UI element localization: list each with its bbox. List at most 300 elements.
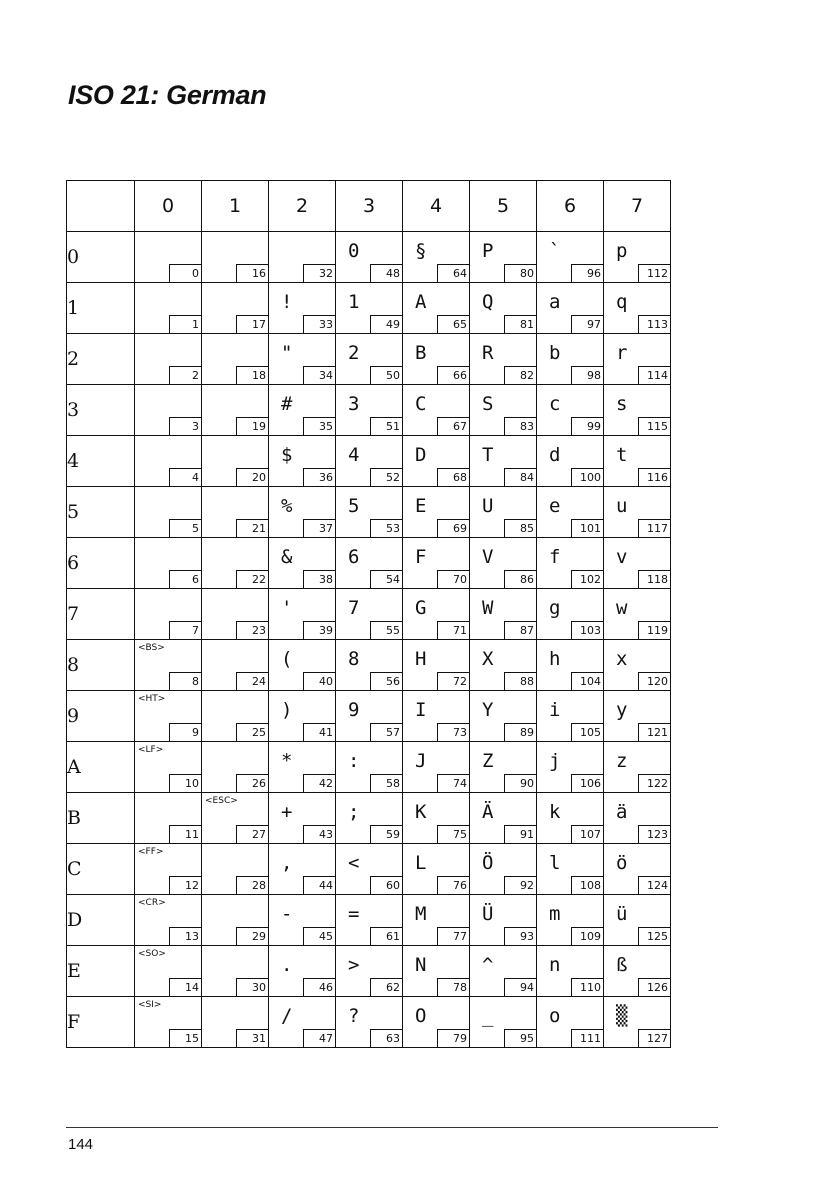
row-header: 4	[67, 436, 135, 487]
decimal-code: 30	[236, 978, 268, 996]
decimal-code: 4	[169, 468, 201, 486]
character-cell	[202, 589, 269, 640]
character-cell	[604, 691, 671, 742]
row-header: A	[67, 742, 135, 793]
character-cell	[604, 997, 671, 1048]
decimal-code: 48	[370, 264, 402, 282]
decimal-code: 54	[370, 570, 402, 588]
column-header: 3	[336, 181, 403, 232]
character-cell	[202, 385, 269, 436]
character-glyph: M	[415, 903, 427, 925]
character-cell	[336, 436, 403, 487]
decimal-code: 77	[437, 927, 469, 945]
character-cell	[135, 436, 202, 487]
character-cell	[336, 997, 403, 1048]
decimal-code: 42	[303, 774, 335, 792]
character-glyph: x	[616, 648, 628, 670]
character-glyph: U	[482, 495, 494, 517]
decimal-code: 52	[370, 468, 402, 486]
character-cell	[537, 334, 604, 385]
character-cell	[470, 232, 537, 283]
character-glyph: 7	[348, 597, 360, 619]
column-header: 7	[604, 181, 671, 232]
character-glyph: ß	[616, 954, 628, 976]
decimal-code: 7	[169, 621, 201, 639]
character-cell	[470, 385, 537, 436]
character-cell	[537, 691, 604, 742]
character-glyph: j	[549, 750, 561, 772]
decimal-code: 120	[638, 672, 670, 690]
character-glyph: W	[482, 597, 494, 619]
character-cell	[470, 436, 537, 487]
decimal-code: 94	[504, 978, 536, 996]
character-glyph: u	[616, 495, 628, 517]
decimal-code: 104	[571, 672, 603, 690]
character-glyph: r	[616, 342, 628, 364]
decimal-code: 112	[638, 264, 670, 282]
character-cell	[135, 997, 202, 1048]
table-row	[67, 691, 671, 742]
character-glyph: g	[549, 597, 561, 619]
row-header: 2	[67, 334, 135, 385]
character-glyph: I	[415, 699, 427, 721]
character-glyph: F	[415, 546, 427, 568]
decimal-code: 67	[437, 417, 469, 435]
decimal-code: 51	[370, 417, 402, 435]
column-header: 0	[135, 181, 202, 232]
character-cell	[269, 487, 336, 538]
character-cell	[537, 538, 604, 589]
decimal-code: 41	[303, 723, 335, 741]
character-cell	[269, 436, 336, 487]
character-glyph: Y	[482, 699, 494, 721]
character-glyph: b	[549, 342, 561, 364]
decimal-code: 69	[437, 519, 469, 537]
character-glyph: z	[616, 750, 628, 772]
character-glyph: e	[549, 495, 561, 517]
decimal-code: 39	[303, 621, 335, 639]
decimal-code: 56	[370, 672, 402, 690]
character-cell	[403, 742, 470, 793]
decimal-code: 9	[169, 723, 201, 741]
decimal-code: 73	[437, 723, 469, 741]
decimal-code: 118	[638, 570, 670, 588]
character-cell	[470, 538, 537, 589]
character-cell	[403, 691, 470, 742]
character-cell	[470, 334, 537, 385]
control-code-label: <SO>	[138, 949, 166, 959]
character-glyph: (	[281, 648, 293, 670]
decimal-code: 5	[169, 519, 201, 537]
decimal-code: 18	[236, 366, 268, 384]
character-cell	[269, 691, 336, 742]
character-glyph: &	[281, 546, 293, 568]
character-glyph: /	[281, 1005, 293, 1027]
row-header: B	[67, 793, 135, 844]
character-cell	[403, 589, 470, 640]
decimal-code: 74	[437, 774, 469, 792]
character-cell	[537, 385, 604, 436]
character-glyph: L	[415, 852, 427, 874]
decimal-code: 115	[638, 417, 670, 435]
decimal-code: 88	[504, 672, 536, 690]
decimal-code: 16	[236, 264, 268, 282]
character-cell	[336, 487, 403, 538]
decimal-code: 70	[437, 570, 469, 588]
character-cell	[537, 589, 604, 640]
character-cell	[135, 334, 202, 385]
character-cell	[403, 997, 470, 1048]
table-row	[67, 334, 671, 385]
decimal-code: 113	[638, 315, 670, 333]
character-cell	[269, 538, 336, 589]
decimal-code: 23	[236, 621, 268, 639]
row-header: 0	[67, 232, 135, 283]
character-glyph: c	[549, 393, 561, 415]
character-cell	[403, 487, 470, 538]
character-cell	[604, 283, 671, 334]
character-cell	[537, 487, 604, 538]
decimal-code: 68	[437, 468, 469, 486]
character-glyph: ?	[348, 1005, 360, 1027]
control-code-label: <CR>	[138, 898, 166, 908]
decimal-code: 114	[638, 366, 670, 384]
character-cell	[336, 232, 403, 283]
decimal-code: 102	[571, 570, 603, 588]
character-cell	[202, 538, 269, 589]
decimal-code: 85	[504, 519, 536, 537]
character-glyph: q	[616, 291, 628, 313]
column-header: 4	[403, 181, 470, 232]
decimal-code: 75	[437, 825, 469, 843]
character-glyph: v	[616, 546, 628, 568]
character-cell	[604, 844, 671, 895]
character-cell	[202, 232, 269, 283]
character-cell	[604, 742, 671, 793]
character-glyph: +	[281, 801, 293, 823]
character-glyph: 2	[348, 342, 360, 364]
page-number: 144	[68, 1136, 94, 1153]
character-glyph: l	[549, 852, 561, 874]
character-cell	[537, 436, 604, 487]
decimal-code: 31	[236, 1029, 268, 1047]
character-cell	[269, 997, 336, 1048]
character-cell	[470, 895, 537, 946]
row-header: C	[67, 844, 135, 895]
row-header: 1	[67, 283, 135, 334]
decimal-code: 92	[504, 876, 536, 894]
row-header: D	[67, 895, 135, 946]
decimal-code: 26	[236, 774, 268, 792]
decimal-code: 108	[571, 876, 603, 894]
character-glyph: 4	[348, 444, 360, 466]
character-cell	[336, 640, 403, 691]
decimal-code: 28	[236, 876, 268, 894]
character-cell	[269, 283, 336, 334]
character-glyph: Ö	[482, 852, 494, 874]
character-glyph: T	[482, 444, 494, 466]
character-cell	[537, 640, 604, 691]
character-cell	[202, 793, 269, 844]
character-glyph: 9	[348, 699, 360, 721]
character-glyph: ,	[281, 852, 293, 874]
decimal-code: 46	[303, 978, 335, 996]
decimal-code: 71	[437, 621, 469, 639]
character-cell	[202, 946, 269, 997]
character-glyph: ü	[616, 903, 628, 925]
character-glyph: 6	[348, 546, 360, 568]
character-cell	[403, 793, 470, 844]
character-cell	[403, 283, 470, 334]
character-cell	[336, 844, 403, 895]
character-glyph: 1	[348, 291, 360, 313]
decimal-code: 37	[303, 519, 335, 537]
control-code-label: <ESC>	[205, 796, 238, 806]
decimal-code: 20	[236, 468, 268, 486]
character-glyph: 5	[348, 495, 360, 517]
column-header: 5	[470, 181, 537, 232]
decimal-code: 97	[571, 315, 603, 333]
character-cell	[470, 793, 537, 844]
character-glyph: 8	[348, 648, 360, 670]
row-header: 5	[67, 487, 135, 538]
decimal-code: 124	[638, 876, 670, 894]
character-cell	[269, 844, 336, 895]
table-row	[67, 283, 671, 334]
character-glyph: E	[415, 495, 427, 517]
character-cell	[135, 640, 202, 691]
character-cell	[336, 691, 403, 742]
decimal-code: 44	[303, 876, 335, 894]
character-cell	[604, 589, 671, 640]
decimal-code: 66	[437, 366, 469, 384]
character-glyph: ö	[616, 852, 628, 874]
character-cell	[202, 691, 269, 742]
character-glyph: K	[415, 801, 427, 823]
row-header: E	[67, 946, 135, 997]
control-code-label: <SI>	[138, 1000, 162, 1010]
character-cell	[336, 793, 403, 844]
character-cell	[336, 538, 403, 589]
character-cell	[269, 742, 336, 793]
character-glyph: p	[616, 240, 628, 262]
decimal-code: 55	[370, 621, 402, 639]
character-cell	[403, 640, 470, 691]
column-header: 6	[537, 181, 604, 232]
character-glyph: D	[415, 444, 427, 466]
row-header: 8	[67, 640, 135, 691]
character-cell	[470, 283, 537, 334]
character-glyph: %	[281, 495, 293, 517]
character-cell	[403, 844, 470, 895]
character-cell	[537, 895, 604, 946]
decimal-code: 79	[437, 1029, 469, 1047]
row-header: 6	[67, 538, 135, 589]
decimal-code: 33	[303, 315, 335, 333]
decimal-code: 19	[236, 417, 268, 435]
decimal-code: 101	[571, 519, 603, 537]
character-glyph: P	[482, 240, 494, 262]
table-row	[67, 742, 671, 793]
decimal-code: 117	[638, 519, 670, 537]
character-glyph: Ä	[482, 801, 494, 823]
decimal-code: 116	[638, 468, 670, 486]
character-cell	[135, 742, 202, 793]
character-cell	[537, 742, 604, 793]
decimal-code: 107	[571, 825, 603, 843]
character-glyph: R	[482, 342, 494, 364]
character-glyph: `	[549, 240, 561, 262]
decimal-code: 125	[638, 927, 670, 945]
decimal-code: 6	[169, 570, 201, 588]
decimal-code: 58	[370, 774, 402, 792]
control-code-label: <HT>	[138, 694, 166, 704]
character-cell	[403, 232, 470, 283]
character-cell	[269, 640, 336, 691]
character-glyph: y	[616, 699, 628, 721]
character-glyph: f	[549, 546, 561, 568]
decimal-code: 13	[169, 927, 201, 945]
decimal-code: 89	[504, 723, 536, 741]
decimal-code: 80	[504, 264, 536, 282]
character-cell	[470, 742, 537, 793]
character-cell	[470, 997, 537, 1048]
decimal-code: 109	[571, 927, 603, 945]
table-row	[67, 436, 671, 487]
decimal-code: 36	[303, 468, 335, 486]
character-glyph: _	[482, 1005, 494, 1027]
decimal-code: 17	[236, 315, 268, 333]
character-glyph: C	[415, 393, 427, 415]
decimal-code: 1	[169, 315, 201, 333]
character-glyph: .	[281, 954, 293, 976]
character-cell	[135, 487, 202, 538]
character-cell	[403, 946, 470, 997]
decimal-code: 11	[169, 825, 201, 843]
character-glyph: §	[415, 240, 427, 262]
character-cell	[604, 232, 671, 283]
character-cell	[135, 946, 202, 997]
decimal-code: 106	[571, 774, 603, 792]
character-cell	[202, 895, 269, 946]
character-cell	[202, 487, 269, 538]
character-glyph: =	[348, 903, 360, 925]
character-cell	[537, 283, 604, 334]
decimal-code: 64	[437, 264, 469, 282]
row-header: 7	[67, 589, 135, 640]
character-glyph: Z	[482, 750, 494, 772]
decimal-code: 123	[638, 825, 670, 843]
decimal-code: 43	[303, 825, 335, 843]
character-cell	[604, 436, 671, 487]
character-cell	[269, 385, 336, 436]
character-cell	[604, 487, 671, 538]
character-cell	[135, 232, 202, 283]
character-cell	[269, 232, 336, 283]
character-glyph: n	[549, 954, 561, 976]
decimal-code: 82	[504, 366, 536, 384]
decimal-code: 29	[236, 927, 268, 945]
table-row	[67, 487, 671, 538]
column-header: 2	[269, 181, 336, 232]
character-glyph: w	[616, 597, 628, 619]
character-table	[66, 180, 671, 1048]
decimal-code: 61	[370, 927, 402, 945]
character-cell	[604, 640, 671, 691]
decimal-code: 119	[638, 621, 670, 639]
character-glyph: o	[549, 1005, 561, 1027]
character-cell	[269, 946, 336, 997]
table-row	[67, 844, 671, 895]
decimal-code: 2	[169, 366, 201, 384]
character-glyph: d	[549, 444, 561, 466]
character-glyph: H	[415, 648, 427, 670]
decimal-code: 100	[571, 468, 603, 486]
character-glyph: !	[281, 291, 293, 313]
character-glyph: ^	[482, 954, 494, 976]
character-glyph: )	[281, 699, 293, 721]
decimal-code: 127	[638, 1029, 670, 1047]
character-cell	[135, 283, 202, 334]
character-glyph: <	[348, 852, 360, 874]
character-glyph: X	[482, 648, 494, 670]
character-glyph: a	[549, 291, 561, 313]
character-glyph: 3	[348, 393, 360, 415]
decimal-code: 32	[303, 264, 335, 282]
decimal-code: 91	[504, 825, 536, 843]
character-cell	[135, 844, 202, 895]
decimal-code: 126	[638, 978, 670, 996]
character-glyph: "	[281, 342, 293, 364]
decimal-code: 93	[504, 927, 536, 945]
character-cell	[537, 997, 604, 1048]
table-row	[67, 589, 671, 640]
decimal-code: 12	[169, 876, 201, 894]
table-row	[67, 538, 671, 589]
decimal-code: 22	[236, 570, 268, 588]
character-cell	[269, 589, 336, 640]
decimal-code: 10	[169, 774, 201, 792]
decimal-code: 53	[370, 519, 402, 537]
decimal-code: 72	[437, 672, 469, 690]
decimal-code: 49	[370, 315, 402, 333]
table-row	[67, 385, 671, 436]
character-cell	[537, 232, 604, 283]
character-cell	[537, 793, 604, 844]
decimal-code: 98	[571, 366, 603, 384]
character-glyph: #	[281, 393, 293, 415]
decimal-code: 50	[370, 366, 402, 384]
character-glyph: -	[281, 903, 293, 925]
character-glyph: V	[482, 546, 494, 568]
table-row	[67, 640, 671, 691]
row-header: 3	[67, 385, 135, 436]
character-cell	[202, 997, 269, 1048]
character-cell	[470, 589, 537, 640]
decimal-code: 40	[303, 672, 335, 690]
footer-divider	[66, 1127, 718, 1128]
character-glyph: '	[281, 597, 293, 619]
character-cell	[336, 742, 403, 793]
table-row	[67, 895, 671, 946]
decimal-code: 62	[370, 978, 402, 996]
decimal-code: 121	[638, 723, 670, 741]
character-cell	[336, 589, 403, 640]
character-cell	[470, 844, 537, 895]
character-glyph: t	[616, 444, 628, 466]
table-body	[67, 232, 671, 1048]
decimal-code: 35	[303, 417, 335, 435]
